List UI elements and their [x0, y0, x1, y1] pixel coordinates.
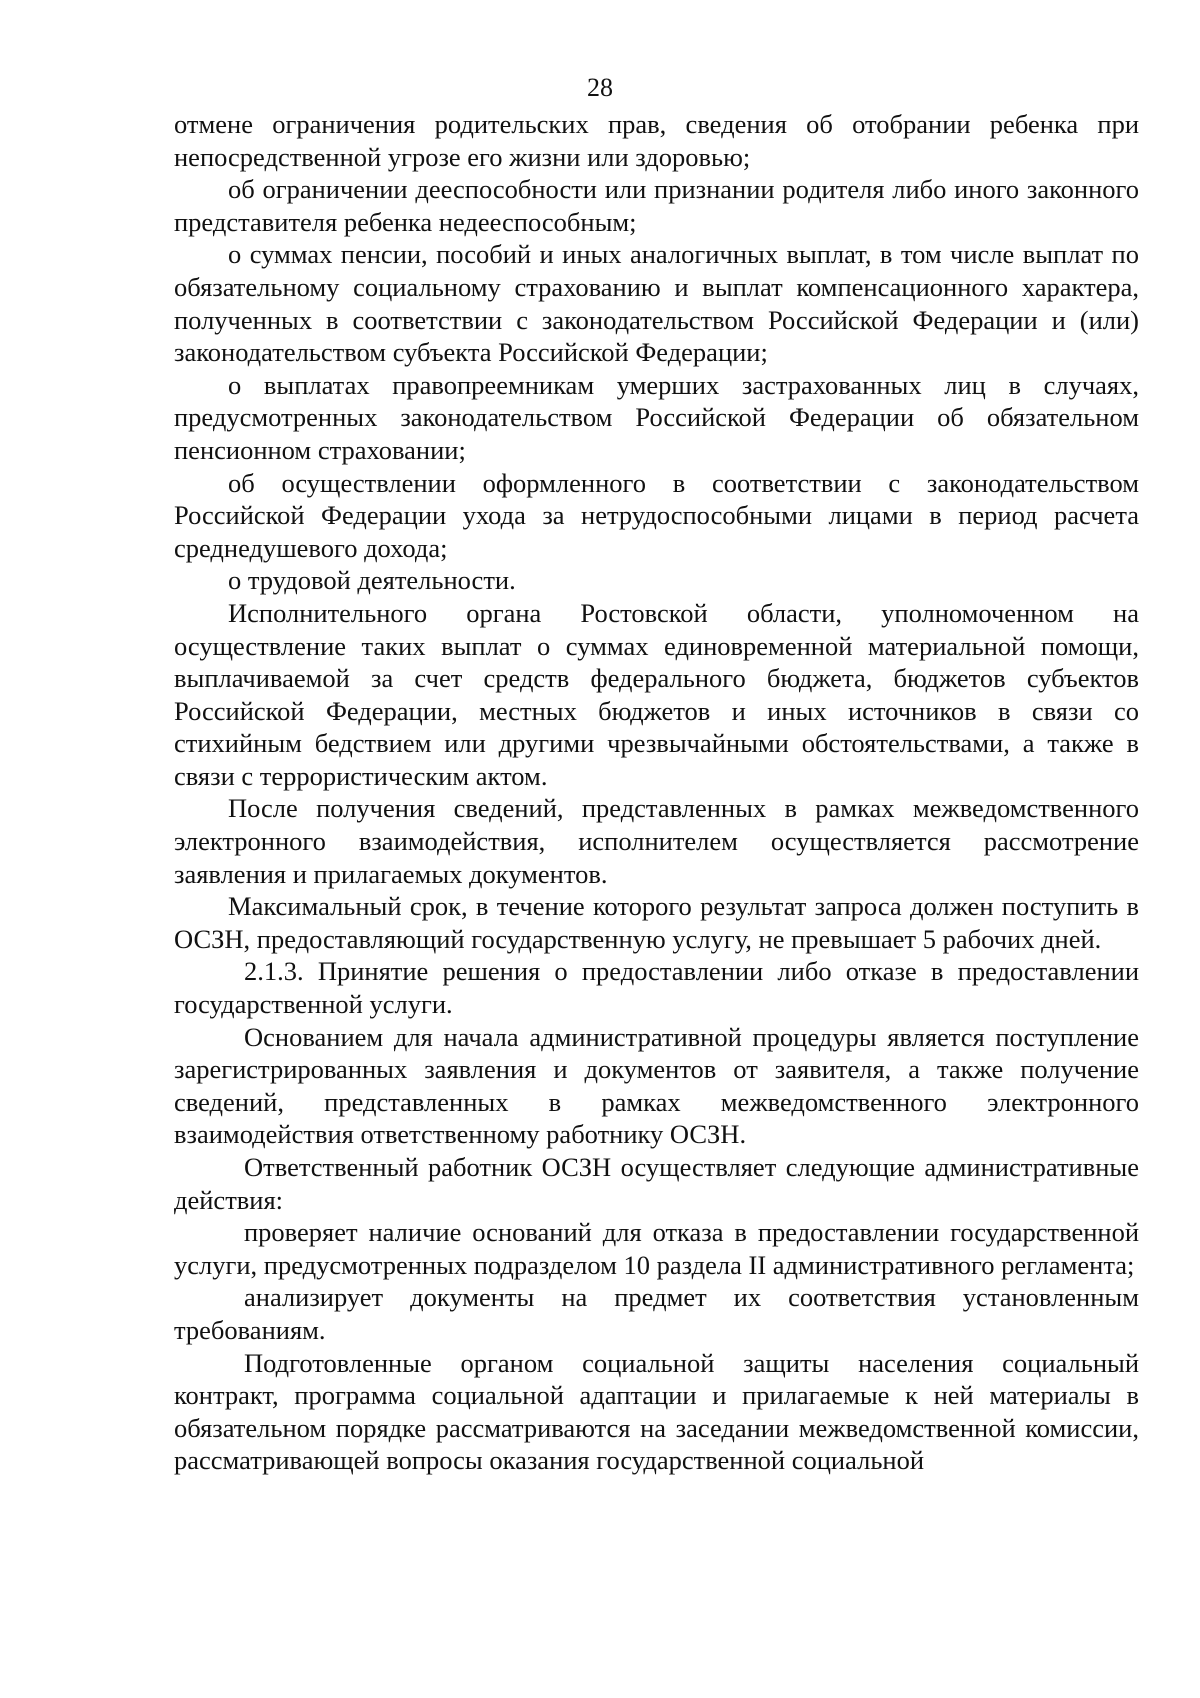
- paragraph: проверяет наличие оснований для отказа в предоставлении государственной услуги, предусмотренных подразделом 10 раздела II административного регламента;: [174, 1217, 1139, 1280]
- paragraph: о суммах пенсии, пособий и иных аналогичных выплат, в том числе выплат по обязательному социальному страхованию и выплат компенсационного характера, полученных в соответствии с законодательством Российской Федерации и (или) законодательством субъекта Российской Федерации;: [174, 239, 1139, 368]
- section-heading: 2.1.3. Принятие решения о предоставлении либо отказе в предоставлении государственной услуги.: [174, 956, 1139, 1020]
- paragraph: Ответственный работник ОСЗН осуществляет следующие административные действия:: [174, 1152, 1139, 1215]
- paragraph: После получения сведений, представленных в рамках межведомственного электронного взаимодействия, исполнителем осуществляется рассмотрение заявления и прилагаемых документов.: [174, 793, 1139, 889]
- paragraph: об ограничении дееспособности или признании родителя либо иного законного представителя ребенка недееспособным;: [174, 174, 1139, 237]
- paragraph: отмене ограничения родительских прав, сведения об отобрании ребенка при непосредственной угрозе его жизни или здоровью;: [174, 109, 1139, 172]
- paragraph: о трудовой деятельности.: [228, 565, 516, 596]
- document-body: [174, 108, 1139, 1477]
- paragraph: Основанием для начала административной процедуры является поступление зарегистрированных заявления и документов от заявителя, а также получение сведений, представленных в рамках межведомственного электронного взаимодействия ответственному работнику ОСЗН.: [174, 1021, 1139, 1150]
- paragraph: анализирует документы на предмет их соответствия установленным требованиям.: [174, 1282, 1139, 1345]
- page-number: 28: [587, 73, 613, 102]
- paragraph: Максимальный срок, в течение которого результат запроса должен поступить в ОСЗН, предоставляющий государственную услугу, не превышает 5 рабочих дней.: [174, 891, 1139, 954]
- paragraph: Исполнительного органа Ростовской области, уполномоченном на осуществление таких выплат о суммах единовременной материальной помощи, выплачиваемой за счет средств федерального бюджета, бюджетов субъектов Российской Федерации, местных бюджетов и иных источников в связи со стихийным бедствием или другими чрезвычайными обстоятельствами, а также в связи с террористическим актом.: [174, 597, 1139, 791]
- paragraph: Подготовленные органом социальной защиты населения социальный контракт, программа социальной адаптации и прилагаемые к ней материалы в обязательном порядке рассматриваются на заседании межведомственной комиссии, рассматривающей вопросы оказания государственной социальной: [174, 1347, 1139, 1476]
- paragraph: об осуществлении оформленного в соответствии с законодательством Российской Федерации ухода за нетрудоспособными лицами в период расчета среднедушевого дохода;: [174, 467, 1139, 563]
- paragraph: о выплатах правопреемникам умерших застрахованных лиц в случаях, предусмотренных законодательством Российской Федерации об обязательном пенсионном страховании;: [174, 369, 1139, 465]
